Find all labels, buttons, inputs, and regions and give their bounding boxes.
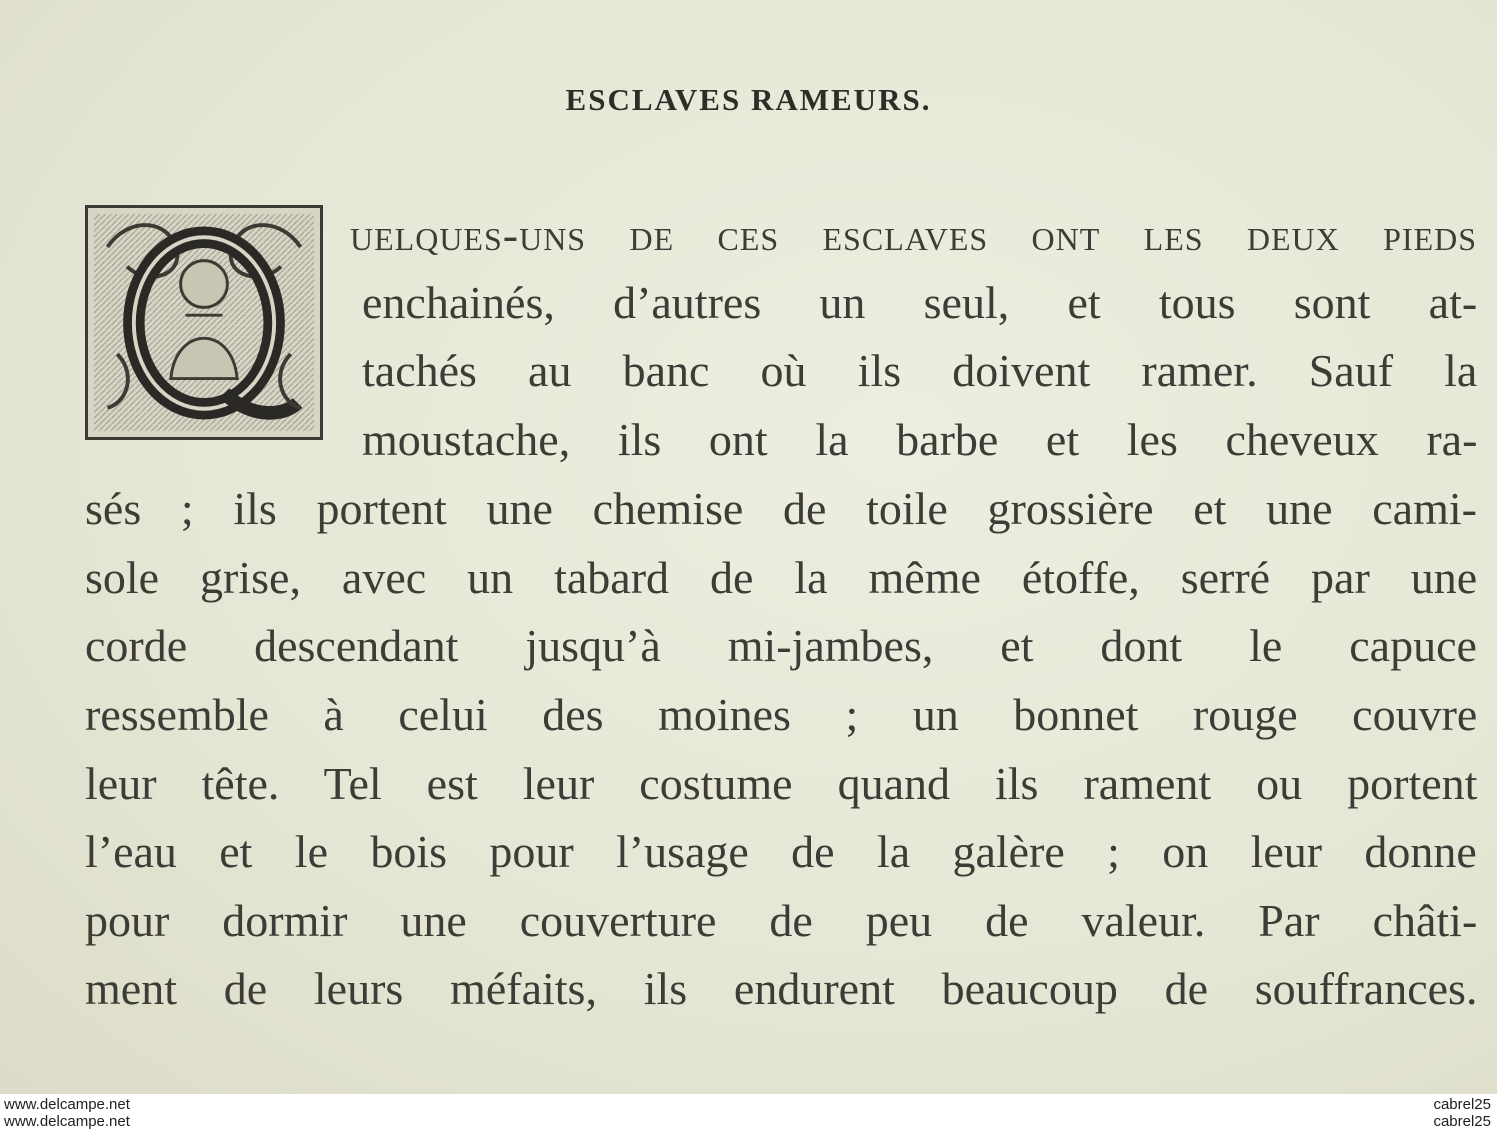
text-line-2: enchainés, d’autres un seul, et tous sont at- [362,277,1478,328]
watermark-site-line2: www.delcampe.net [4,1113,130,1130]
page-title: ESCLAVES RAMEURS. [565,82,932,117]
text-line-11: pour dormir une couverture de peu de valeur. Par châti- [85,895,1478,946]
text-line-4: moustache, ils ont la barbe et les cheveux ra- [362,414,1478,465]
text-line-7: corde descendant jusqu’à mi-jambes, et dont le capuce [85,620,1477,671]
watermark-bar [0,1094,1497,1132]
watermark-site-line1: www.delcampe.net [4,1096,130,1113]
dropcap-illustration [88,208,320,437]
text-line-8: ressemble à celui des moines ; un bonnet rouge couvre [85,689,1478,740]
ornamental-dropcap-q [85,205,323,440]
text-line-12: ment de leurs méfaits, ils endurent beaucoup de souffrances. [85,963,1478,1014]
watermark-seller-line1: cabrel25 [1433,1096,1491,1113]
text-line-1: uelques-uns de ces esclaves ont les deux pieds [350,209,1478,260]
text-line-3: tachés au banc où ils doivent ramer. Sauf la [362,345,1478,396]
text-line-6: sole grise, avec un tabard de la même étoffe, serré par une [85,552,1478,603]
text-line-5: sés ; ils portent une chemise de toile grossière et une cami- [85,483,1477,534]
text-line-10: l’eau et le bois pour l’usage de la galère ; on leur donne [85,826,1477,877]
text-line-9: leur tête. Tel est leur costume quand ils rament ou portent [85,758,1478,809]
watermark-seller-line2: cabrel25 [1433,1113,1491,1130]
